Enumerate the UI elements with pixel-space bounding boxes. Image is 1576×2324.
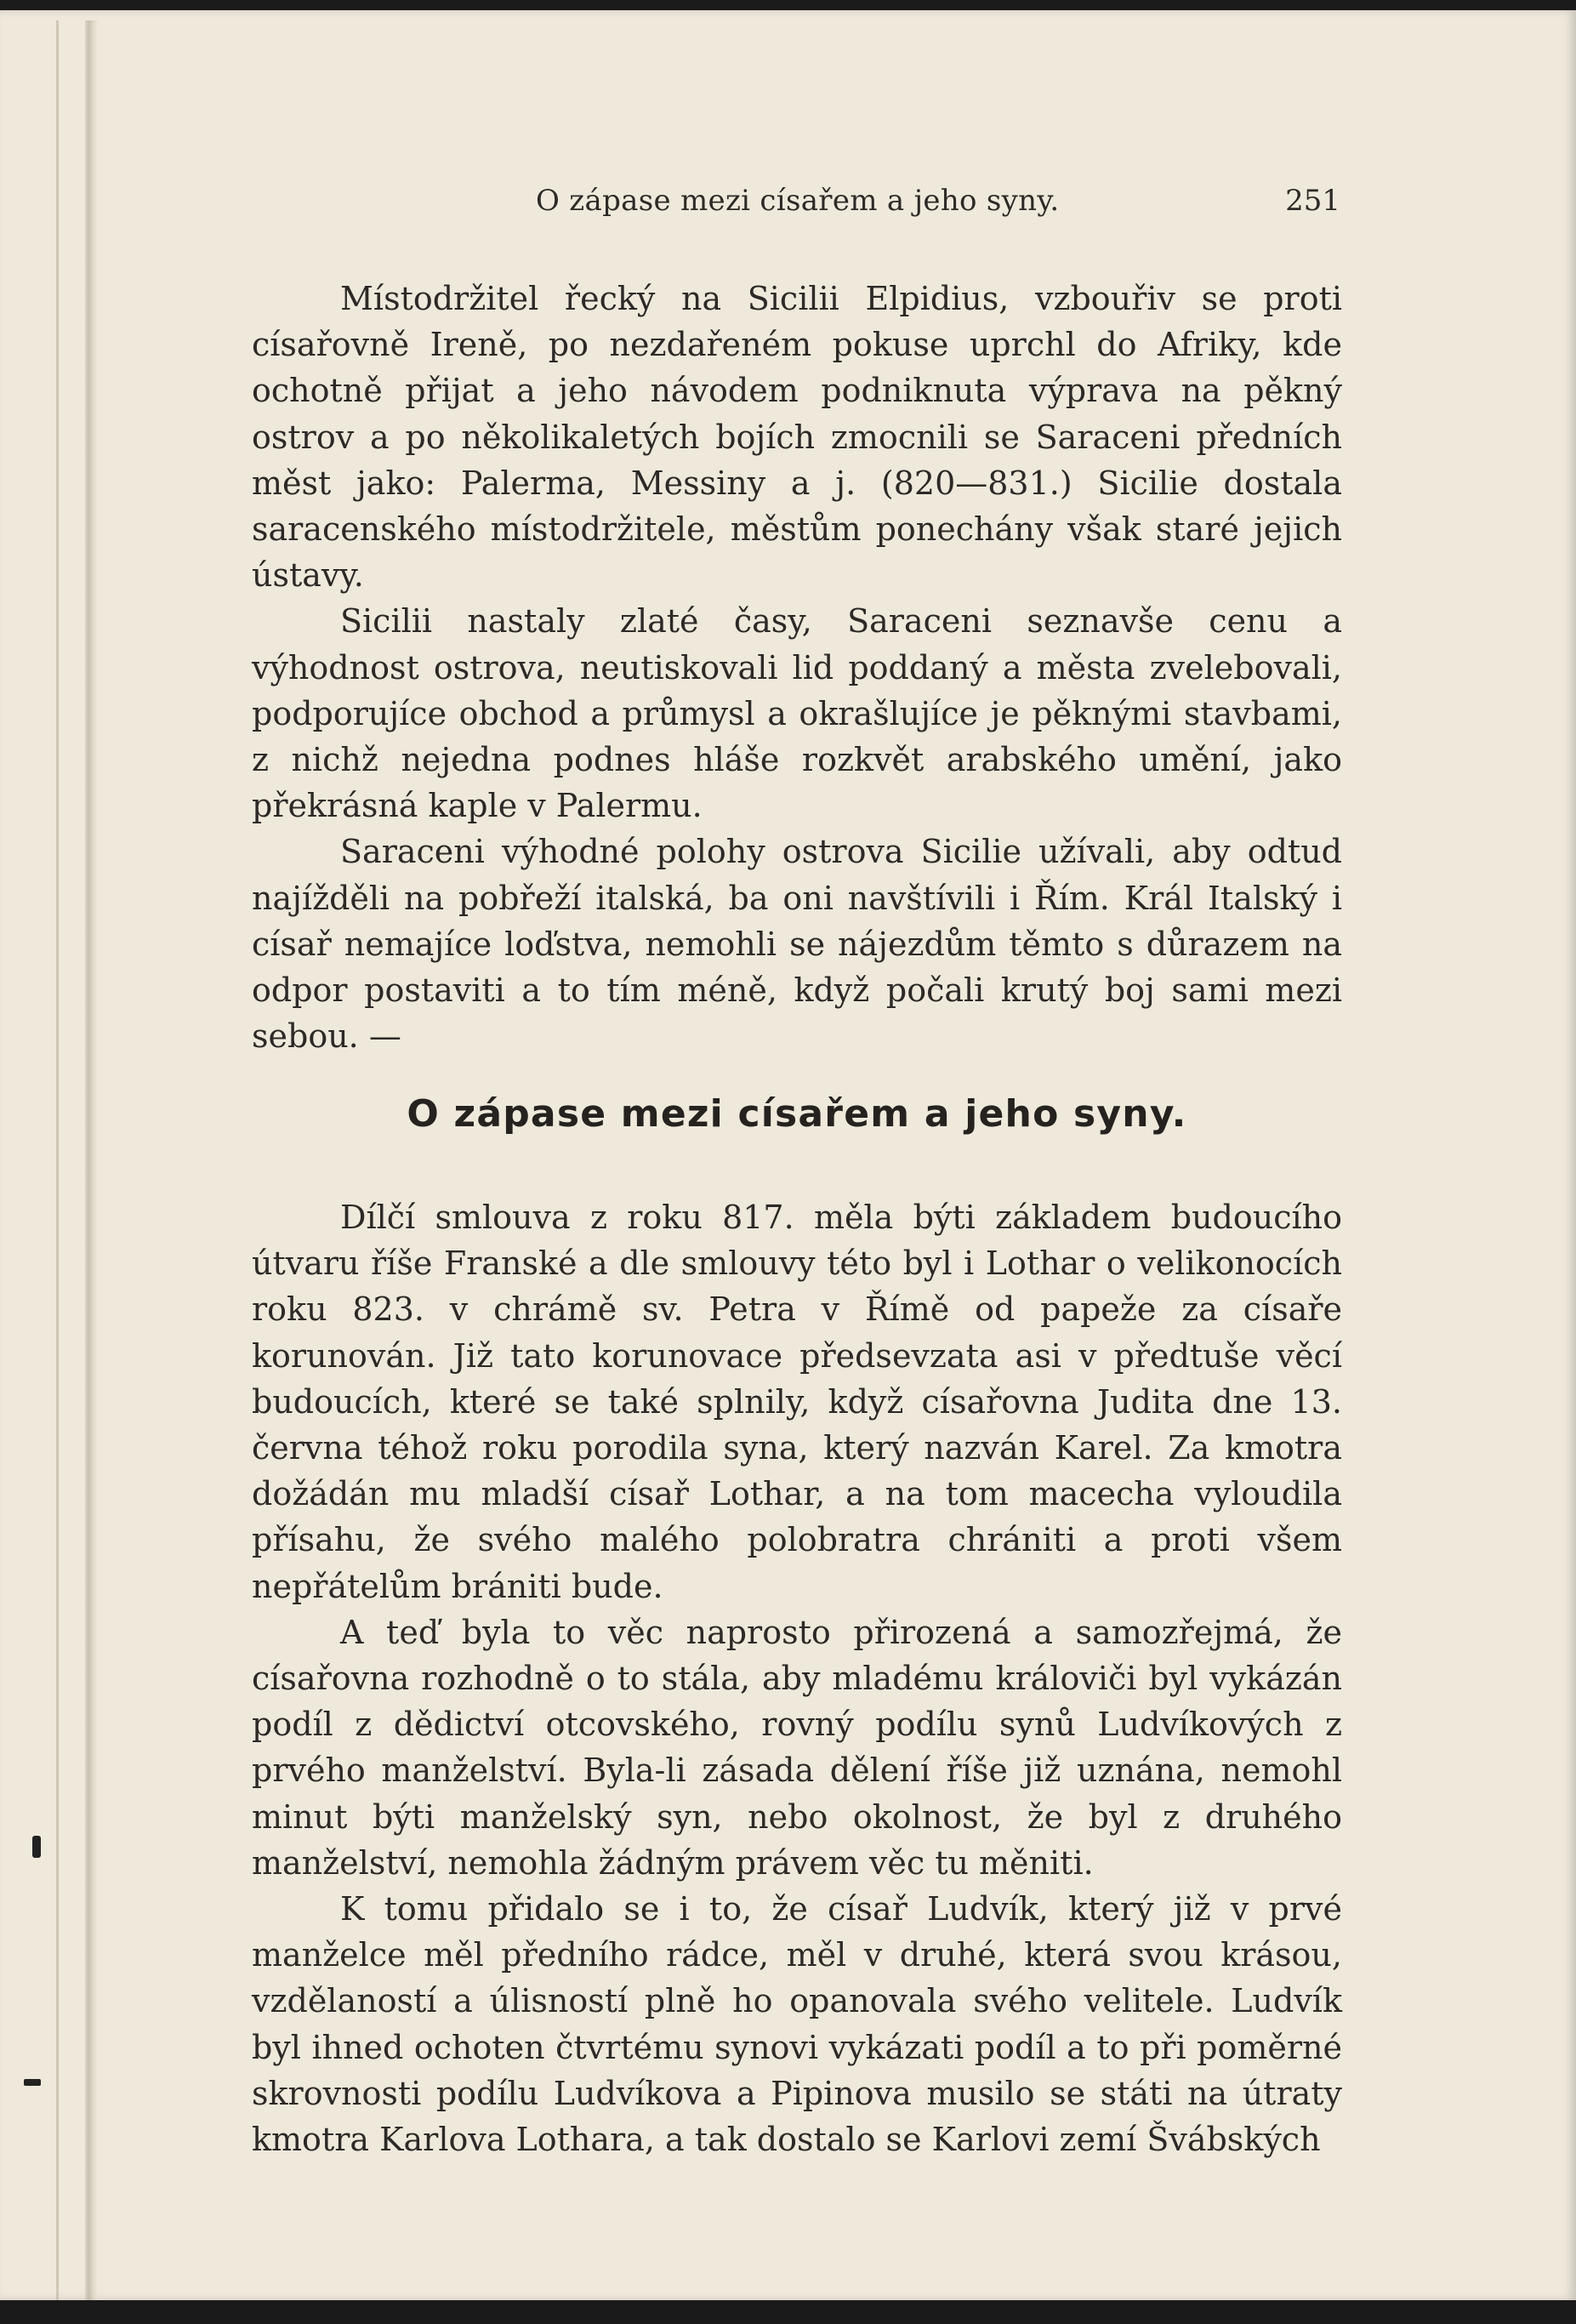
paragraph: Dílčí smlouva z roku 817. měla býti základem budoucího útvaru říše Franské a dle smlouvy této byl i Lothar o velikonocích roku 823. v chrámě sv. Petra v Římě od papeže za císaře korunován. Již tato korunovace předsevzata asi v předtuše věcí budoucích, které se také splnily, když císařovna Judita dne 13. června téhož roku porodila syna, který nazván Karel. Za kmotra dožádán mu mladší císař Lothar, a na tom macecha vyloudila přísahu, že svého malého polobratra chrániti a proti všem nepřátelům brániti bude. [252,1199,1342,1605]
paragraph: A teď byla to věc naprosto přirozená a samozřejmá, že císařovna rozhodně o to stála, aby mladému královiči byl vykázán podíl z dědictví otcovského, rovný podílu synů Ludvíkových z prvého manželství. Byla-li zásada dělení říše již uznána, nemohl minut býti manželský syn, nebo okolnost, že byl z druhého manželství, nemohla žádným právem věc tu měniti. [252,1613,1342,1882]
paragraph: Saraceni výhodné polohy ostrova Sicilie užívali, aby odtud najížděli na pobřeží italská, ba oni navštívili i Řím. Král Italský i císař nemajíce loďstva, nemohli se nájezdům těmto s důrazem na odpor postaviti a to tím méně, když počali krutý boj sami mezi sebou. — [252,833,1342,1056]
paragraph: Sicilii nastaly zlaté časy, Saraceni seznavše cenu a výhodnost ostrova, neutiskovali lid poddaný a města zvelebovali, podporujíce obchod a průmysl a okrašlujíce je pěknými stavbami, z nichž nejedna podnes hláše rozkvět arabského umění, jako překrásná kaple v Palermu. [252,602,1342,825]
page-number: 251 [1285,184,1340,218]
running-header [252,184,1340,226]
running-title: O zápase mezi císařem a jeho syny. [536,184,1060,218]
section-1-body [252,276,1342,1059]
scan-top-border [0,0,1576,10]
binding-mark [24,2079,41,2086]
section-2-body [252,1194,1342,2162]
page-edge-shadow [56,20,59,2310]
scan-bottom-border [0,2300,1576,2324]
binding-gutter [85,20,97,2310]
binding-mark [32,1836,41,1858]
paragraph: K tomu přidalo se i to, že císař Ludvík, který již v prvé manželce měl předního rádce, měl v druhé, která svou krásou, vzdělaností a úlisností plně ho opanovala svého velitele. Ludvík byl ihned ochoten čtvrtému synovi vykázati podíl a to při poměrné skrovnosti podílu Ludvíkova a Pipinova musilo se státi na útraty kmotra Karlova Lothara, a tak dostalo se Karlovi zemí Švábských [252,1890,1342,2159]
book-page [0,10,1576,2300]
section-heading: O zápase mezi císařem a jeho syny. [407,1092,1187,1136]
paragraph: Místodržitel řecký na Sicilii Elpidius, vzbouřiv se proti císařovně Ireně, po nezdařeném pokuse uprchl do Afriky, kde ochotně přijat a jeho návodem podniknuta výprava na pěkný ostrov a po několikaletých bojích zmocnili se Saraceni předních měst jako: Palerma, Messiny a j. (820—831.) Sicilie dostala saracenského místodržitele, městům ponechány však staré jejich ústavy. [252,280,1342,595]
